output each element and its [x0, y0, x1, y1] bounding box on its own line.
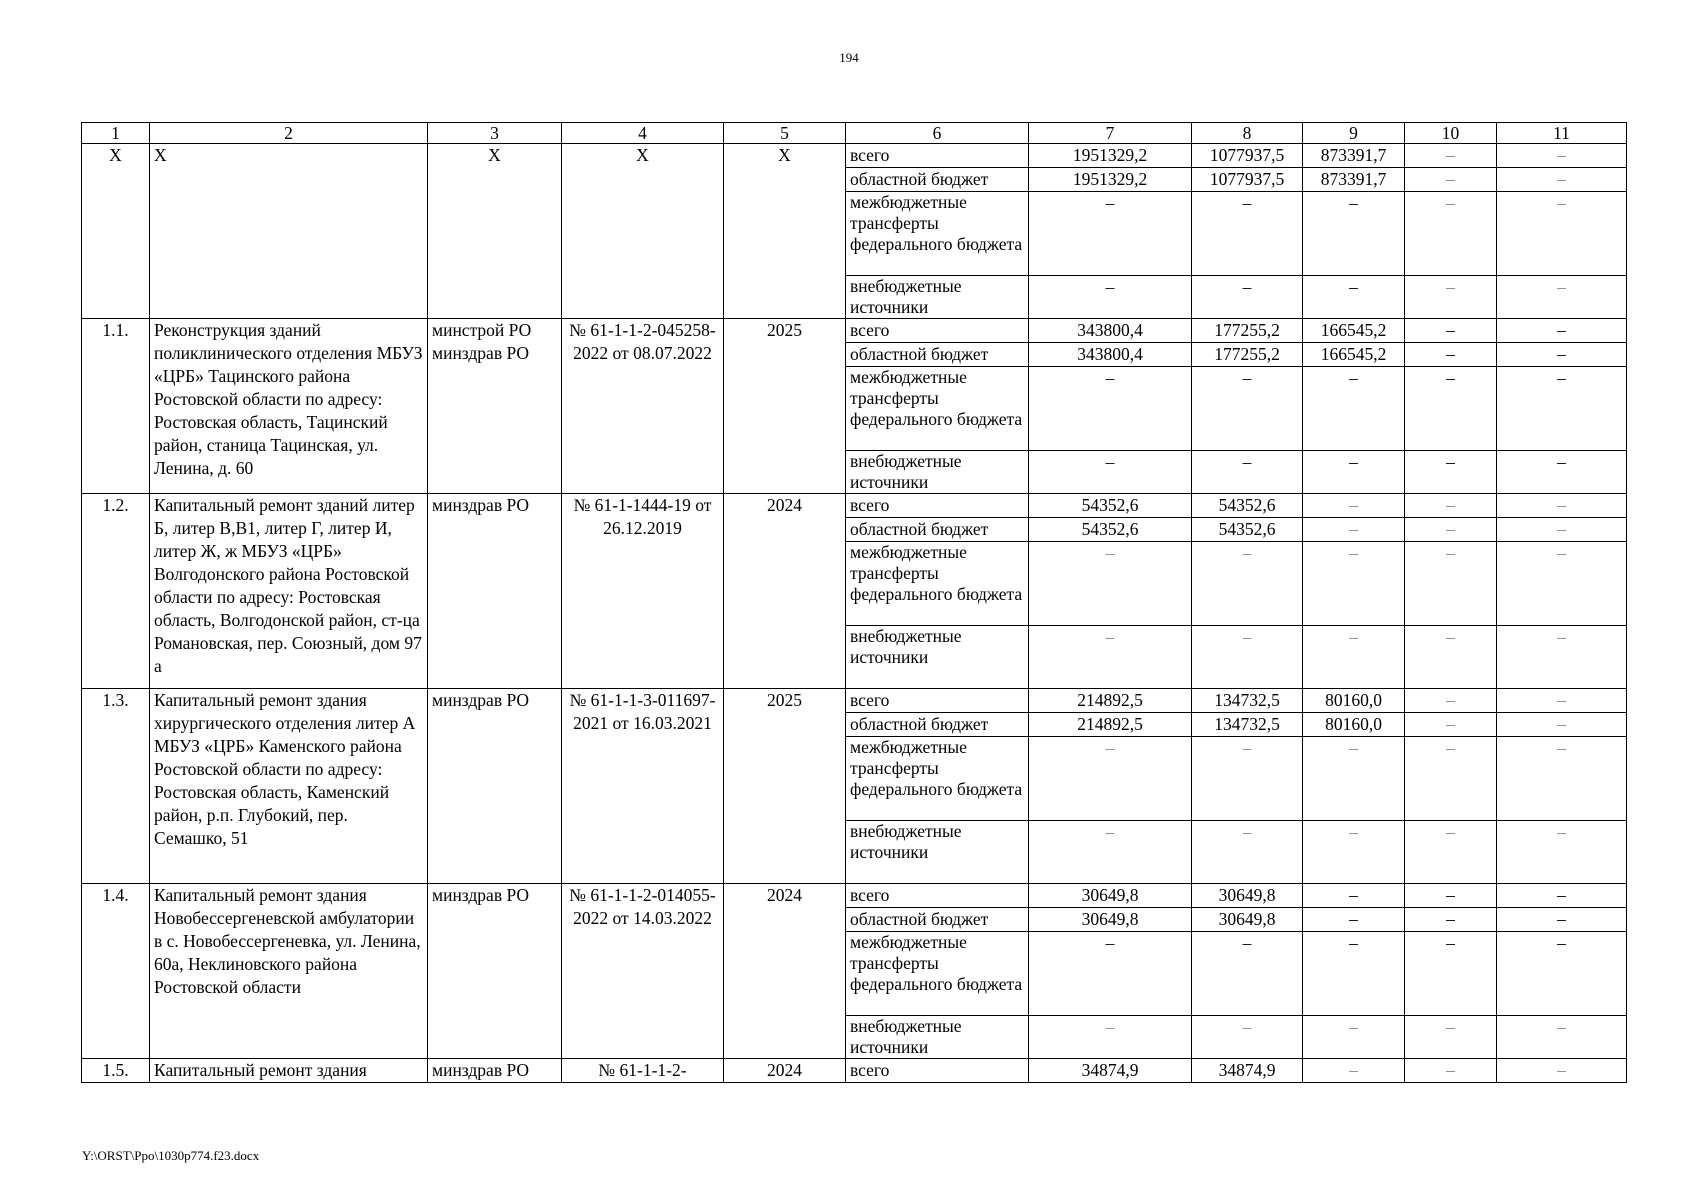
- value-col-9: 166545,2: [1303, 343, 1405, 367]
- value-col-7: –: [1029, 626, 1192, 689]
- executor: минздрав РО: [428, 1059, 562, 1083]
- value-col-11: –: [1497, 1016, 1627, 1059]
- value-col-11: –: [1497, 626, 1627, 689]
- value-col-8: –: [1192, 451, 1303, 494]
- value-col-8: 1077937,5: [1192, 144, 1303, 168]
- value-col-9: 873391,7: [1303, 168, 1405, 192]
- funding-source-label: областной бюджет: [846, 343, 1029, 367]
- value-col-11: –: [1497, 908, 1627, 932]
- value-col-7: 214892,5: [1029, 689, 1192, 713]
- value-col-9: –: [1303, 821, 1405, 884]
- value-col-11: –: [1497, 821, 1627, 884]
- document-number: № 61-1-1-3-011697-2021 от 16.03.2021: [562, 689, 724, 884]
- value-col-10: –: [1405, 518, 1497, 542]
- value-col-7: –: [1029, 451, 1192, 494]
- object-name: X: [150, 144, 428, 319]
- value-col-7: 54352,6: [1029, 494, 1192, 518]
- value-col-7: 34874,9: [1029, 1059, 1192, 1083]
- value-col-7: 1951329,2: [1029, 144, 1192, 168]
- value-col-10: –: [1405, 821, 1497, 884]
- value-col-7: 1951329,2: [1029, 168, 1192, 192]
- value-col-10: –: [1405, 192, 1497, 276]
- value-col-7: 30649,8: [1029, 884, 1192, 908]
- value-col-11: –: [1497, 713, 1627, 737]
- value-col-9: –: [1303, 737, 1405, 821]
- value-col-9: –: [1303, 626, 1405, 689]
- funding-source-label: всего: [846, 144, 1029, 168]
- value-col-11: –: [1497, 518, 1627, 542]
- table-row: [82, 884, 1627, 908]
- value-col-11: –: [1497, 689, 1627, 713]
- funding-source-label: внебюджетные источники: [846, 451, 1029, 494]
- executor: минздрав РО: [428, 494, 562, 689]
- value-col-10: –: [1405, 1059, 1497, 1083]
- value-col-11: –: [1497, 542, 1627, 626]
- value-col-8: –: [1192, 932, 1303, 1016]
- executor: минздрав РО: [428, 689, 562, 884]
- row-number: 1.2.: [82, 494, 150, 689]
- value-col-10: –: [1405, 367, 1497, 451]
- value-col-9: 80160,0: [1303, 713, 1405, 737]
- table-row: [82, 144, 1627, 168]
- value-col-10: –: [1405, 908, 1497, 932]
- object-name: Капитальный ремонт зданий литер Б, литер В,В1, литер Г, литер И, литер Ж, ж МБУЗ «ЦРБ» Волгодонского района Ростовской области по адресу: Ростовская область, Волгодонской район, ст-ца Романовская, пер. Союзный, дом 97 а: [150, 494, 428, 689]
- value-col-10: –: [1405, 689, 1497, 713]
- funding-source-label: внебюджетные источники: [846, 626, 1029, 689]
- value-col-9: –: [1303, 451, 1405, 494]
- value-col-11: –: [1497, 319, 1627, 343]
- funding-source-label: межбюджетные трансферты федерального бюджета: [846, 737, 1029, 821]
- table-row: [82, 689, 1627, 713]
- document-number: № 61-1-1-2-014055-2022 от 14.03.2022: [562, 884, 724, 1059]
- row-number: X: [82, 144, 150, 319]
- value-col-7: 343800,4: [1029, 343, 1192, 367]
- value-col-7: –: [1029, 1016, 1192, 1059]
- header-col-10: 10: [1405, 123, 1497, 144]
- value-col-8: –: [1192, 192, 1303, 276]
- funding-source-label: областной бюджет: [846, 908, 1029, 932]
- funding-source-label: областной бюджет: [846, 168, 1029, 192]
- value-col-11: –: [1497, 367, 1627, 451]
- page-number: 194: [839, 50, 859, 65]
- header-col-6: 6: [846, 123, 1029, 144]
- value-col-10: –: [1405, 276, 1497, 319]
- funding-source-label: межбюджетные трансферты федерального бюджета: [846, 367, 1029, 451]
- completion-year: 2025: [724, 689, 846, 884]
- funding-source-label: всего: [846, 689, 1029, 713]
- value-col-7: –: [1029, 367, 1192, 451]
- value-col-9: –: [1303, 518, 1405, 542]
- value-col-11: –: [1497, 144, 1627, 168]
- value-col-7: 343800,4: [1029, 319, 1192, 343]
- value-col-10: –: [1405, 932, 1497, 1016]
- funding-source-label: всего: [846, 1059, 1029, 1083]
- value-col-10: –: [1405, 319, 1497, 343]
- value-col-8: 54352,6: [1192, 518, 1303, 542]
- value-col-7: 214892,5: [1029, 713, 1192, 737]
- funding-source-label: областной бюджет: [846, 518, 1029, 542]
- row-number: 1.4.: [82, 884, 150, 1059]
- document-number: № 61-1-1-2-: [562, 1059, 724, 1083]
- header-col-9: 9: [1303, 123, 1405, 144]
- value-col-9: –: [1303, 1016, 1405, 1059]
- value-col-7: –: [1029, 542, 1192, 626]
- document-number: № 61-1-1-2-045258-2022 от 08.07.2022: [562, 319, 724, 494]
- funding-source-label: всего: [846, 319, 1029, 343]
- value-col-8: –: [1192, 367, 1303, 451]
- value-col-11: –: [1497, 737, 1627, 821]
- funding-source-label: межбюджетные трансферты федерального бюджета: [846, 192, 1029, 276]
- value-col-8: 30649,8: [1192, 884, 1303, 908]
- completion-year: X: [724, 144, 846, 319]
- completion-year: 2024: [724, 884, 846, 1059]
- value-col-10: –: [1405, 626, 1497, 689]
- value-col-8: 177255,2: [1192, 319, 1303, 343]
- header-col-3: 3: [428, 123, 562, 144]
- value-col-7: –: [1029, 932, 1192, 1016]
- value-col-7: –: [1029, 192, 1192, 276]
- value-col-10: –: [1405, 713, 1497, 737]
- value-col-7: –: [1029, 821, 1192, 884]
- value-col-9: –: [1303, 1059, 1405, 1083]
- header-col-4: 4: [562, 123, 724, 144]
- value-col-8: –: [1192, 626, 1303, 689]
- value-col-10: –: [1405, 542, 1497, 626]
- value-col-10: –: [1405, 1016, 1497, 1059]
- document-number: № 61-1-1444-19 от 26.12.2019: [562, 494, 724, 689]
- value-col-10: –: [1405, 884, 1497, 908]
- value-col-10: –: [1405, 451, 1497, 494]
- header-col-7: 7: [1029, 123, 1192, 144]
- value-col-11: –: [1497, 494, 1627, 518]
- value-col-7: 30649,8: [1029, 908, 1192, 932]
- funding-source-label: всего: [846, 884, 1029, 908]
- value-col-10: –: [1405, 168, 1497, 192]
- value-col-9: –: [1303, 884, 1405, 908]
- value-col-7: 54352,6: [1029, 518, 1192, 542]
- value-col-8: –: [1192, 542, 1303, 626]
- value-col-11: –: [1497, 1059, 1627, 1083]
- funding-source-label: межбюджетные трансферты федерального бюджета: [846, 542, 1029, 626]
- value-col-9: –: [1303, 494, 1405, 518]
- executor: X: [428, 144, 562, 319]
- value-col-8: 1077937,5: [1192, 168, 1303, 192]
- value-col-8: –: [1192, 276, 1303, 319]
- row-number: 1.5.: [82, 1059, 150, 1083]
- value-col-8: –: [1192, 737, 1303, 821]
- budget-table: [81, 122, 1627, 1083]
- header-col-1: 1: [82, 123, 150, 144]
- value-col-8: 30649,8: [1192, 908, 1303, 932]
- value-col-9: –: [1303, 367, 1405, 451]
- value-col-10: –: [1405, 343, 1497, 367]
- table-row: [82, 319, 1627, 343]
- completion-year: 2024: [724, 494, 846, 689]
- column-number-header: [82, 123, 1627, 144]
- funding-source-label: внебюджетные источники: [846, 276, 1029, 319]
- funding-source-label: всего: [846, 494, 1029, 518]
- value-col-9: –: [1303, 542, 1405, 626]
- funding-source-label: внебюджетные источники: [846, 821, 1029, 884]
- value-col-8: –: [1192, 1016, 1303, 1059]
- row-number: 1.1.: [82, 319, 150, 494]
- table-row: [82, 1059, 1627, 1083]
- value-col-9: –: [1303, 192, 1405, 276]
- value-col-8: 177255,2: [1192, 343, 1303, 367]
- value-col-10: –: [1405, 737, 1497, 821]
- value-col-8: 134732,5: [1192, 689, 1303, 713]
- value-col-9: 166545,2: [1303, 319, 1405, 343]
- value-col-7: –: [1029, 737, 1192, 821]
- value-col-8: –: [1192, 821, 1303, 884]
- header-col-11: 11: [1497, 123, 1627, 144]
- value-col-11: –: [1497, 192, 1627, 276]
- row-number: 1.3.: [82, 689, 150, 884]
- funding-source-label: межбюджетные трансферты федерального бюджета: [846, 932, 1029, 1016]
- document-number: X: [562, 144, 724, 319]
- value-col-8: 134732,5: [1192, 713, 1303, 737]
- value-col-10: –: [1405, 494, 1497, 518]
- value-col-8: 34874,9: [1192, 1059, 1303, 1083]
- funding-source-label: областной бюджет: [846, 713, 1029, 737]
- object-name: Капитальный ремонт здания хирургического отделения литер А МБУЗ «ЦРБ» Каменского района Ростовской области по адресу: Ростовская область, Каменский район, р.п. Глубокий, пер. Семашко, 51: [150, 689, 428, 884]
- value-col-9: –: [1303, 932, 1405, 1016]
- value-col-10: –: [1405, 144, 1497, 168]
- executor: минздрав РО: [428, 884, 562, 1059]
- value-col-8: 54352,6: [1192, 494, 1303, 518]
- object-name: Капитальный ремонт здания Новобессергеневской амбулатории в с. Новобессергеневка, ул. Ленина, 60а, Неклиновского района Ростовской области: [150, 884, 428, 1059]
- footer-file-path: Y:\ORST\Ppo\1030p774.f23.docx: [82, 1148, 260, 1163]
- value-col-9: 80160,0: [1303, 689, 1405, 713]
- header-col-2: 2: [150, 123, 428, 144]
- object-name: Капитальный ремонт здания: [150, 1059, 428, 1083]
- value-col-11: –: [1497, 451, 1627, 494]
- executor: минстрой РО минздрав РО: [428, 319, 562, 494]
- header-col-5: 5: [724, 123, 846, 144]
- value-col-7: –: [1029, 276, 1192, 319]
- value-col-9: –: [1303, 276, 1405, 319]
- value-col-9: –: [1303, 908, 1405, 932]
- completion-year: 2024: [724, 1059, 846, 1083]
- value-col-11: –: [1497, 276, 1627, 319]
- value-col-11: –: [1497, 343, 1627, 367]
- object-name: Реконструкция зданий поликлинического отделения МБУЗ «ЦРБ» Тацинского района Ростовской области по адресу: Ростовская область, Тацинский район, станица Тацинская, ул. Ленина, д. 60: [150, 319, 428, 494]
- value-col-11: –: [1497, 168, 1627, 192]
- header-col-8: 8: [1192, 123, 1303, 144]
- completion-year: 2025: [724, 319, 846, 494]
- value-col-9: 873391,7: [1303, 144, 1405, 168]
- table-row: [82, 494, 1627, 518]
- value-col-11: –: [1497, 884, 1627, 908]
- value-col-11: –: [1497, 932, 1627, 1016]
- funding-source-label: внебюджетные источники: [846, 1016, 1029, 1059]
